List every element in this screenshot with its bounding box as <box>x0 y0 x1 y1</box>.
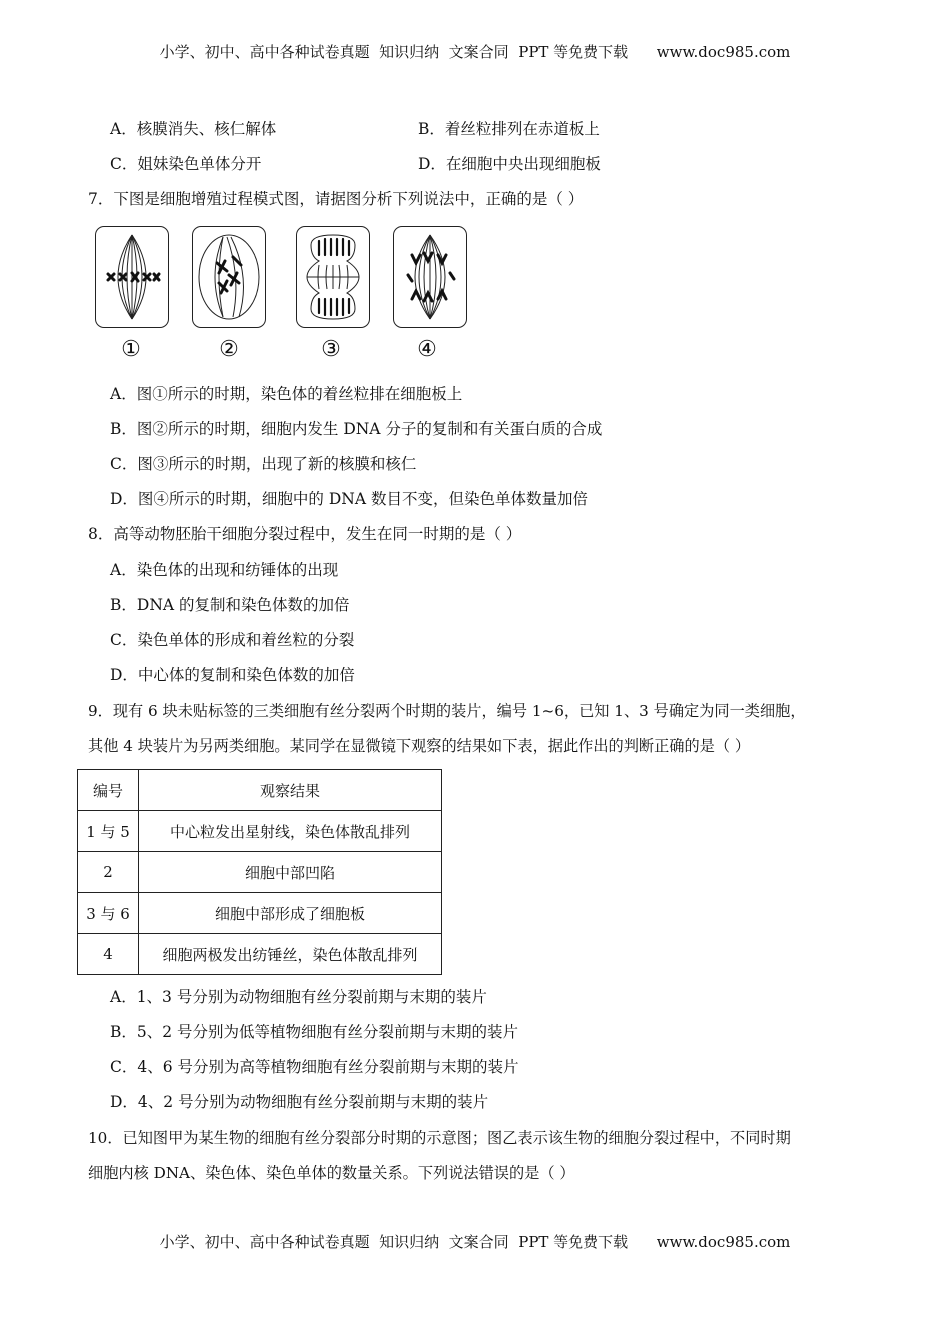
q10-stem-line2: 细胞内核 DNA、染色体、染色单体的数量关系。下列说法错误的是（ ） <box>88 1164 575 1182</box>
q9-stem-line1: 9．现有 6 块未贴标签的三类细胞有丝分裂两个时期的装片，编号 1~6，已知 1、3 号确定为同一类细胞， <box>88 702 806 720</box>
observation-table <box>77 769 442 975</box>
table-cell: 中心粒发出星射线，染色体散乱排列 <box>139 811 442 852</box>
table-cell: 1 与 5 <box>78 811 139 852</box>
cell-diagram-4 <box>393 226 467 328</box>
q7-option-d: D．图④所示的时期，细胞中的 DNA 数目不变，但染色单体数量加倍 <box>110 490 588 508</box>
figure-label-3: ③ <box>321 337 341 362</box>
q7-option-a: A．图①所示的时期，染色体的着丝粒排在细胞板上 <box>110 385 463 403</box>
table-row <box>78 852 442 893</box>
table-header-row <box>78 770 442 811</box>
table-header-cell: 观察结果 <box>139 770 442 811</box>
q6-option-b: B．着丝粒排列在赤道板上 <box>418 120 600 138</box>
table-cell: 2 <box>78 852 139 893</box>
table-cell: 细胞中部形成了细胞板 <box>139 893 442 934</box>
figure-label-2: ② <box>219 337 239 362</box>
table-row <box>78 934 442 975</box>
q6-option-d: D．在细胞中央出现细胞板 <box>418 155 601 173</box>
q8-option-a: A．染色体的出现和纺锤体的出现 <box>110 561 339 579</box>
q8-option-c: C．染色单体的形成和着丝粒的分裂 <box>110 631 355 649</box>
page-header: 小学、初中、高中各种试卷真题 知识归纳 文案合同 PPT 等免费下载 www.doc985.com <box>159 43 791 61</box>
q8-option-d: D．中心体的复制和染色体数的加倍 <box>110 666 355 684</box>
q9-option-d: D．4、2 号分别为动物细胞有丝分裂前期与末期的装片 <box>110 1093 489 1111</box>
q10-stem-line1: 10．已知图甲为某生物的细胞有丝分裂部分时期的示意图；图乙表示该生物的细胞分裂过程中，不同时期 <box>88 1129 791 1147</box>
figure-label-4: ④ <box>417 337 437 362</box>
q6-option-a: A．核膜消失、核仁解体 <box>110 120 277 138</box>
figure-label-1: ① <box>121 337 141 362</box>
table-cell: 3 与 6 <box>78 893 139 934</box>
q8-option-b: B．DNA 的复制和染色体数的加倍 <box>110 596 350 614</box>
q9-stem-line2: 其他 4 块装片为另两类细胞。某同学在显微镜下观察的结果如下表，据此作出的判断正确的是（ ） <box>88 737 751 755</box>
table-header-cell: 编号 <box>78 770 139 811</box>
cell-diagram-3 <box>296 226 370 328</box>
cell-diagram-2 <box>192 226 266 328</box>
table-cell: 4 <box>78 934 139 975</box>
q7-option-c: C．图③所示的时期，出现了新的核膜和核仁 <box>110 455 417 473</box>
q7-stem: 7．下图是细胞增殖过程模式图，请据图分析下列说法中，正确的是（ ） <box>88 190 584 208</box>
cell-diagram-1 <box>95 226 169 328</box>
q9-option-a: A．1、3 号分别为动物细胞有丝分裂前期与末期的装片 <box>110 988 487 1006</box>
table-row <box>78 893 442 934</box>
q7-option-b: B．图②所示的时期，细胞内发生 DNA 分子的复制和有关蛋白质的合成 <box>110 420 603 438</box>
page-footer: 小学、初中、高中各种试卷真题 知识归纳 文案合同 PPT 等免费下载 www.doc985.com <box>159 1233 791 1251</box>
q9-option-c: C．4、6 号分别为高等植物细胞有丝分裂前期与末期的装片 <box>110 1058 519 1076</box>
q6-option-c: C．姐妹染色单体分开 <box>110 155 262 173</box>
q9-option-b: B．5、2 号分别为低等植物细胞有丝分裂前期与末期的装片 <box>110 1023 519 1041</box>
table-cell: 细胞中部凹陷 <box>139 852 442 893</box>
q8-stem: 8．高等动物胚胎干细胞分裂过程中，发生在同一时期的是（ ） <box>88 525 522 543</box>
table-row <box>78 811 442 852</box>
table-cell: 细胞两极发出纺锤丝，染色体散乱排列 <box>139 934 442 975</box>
